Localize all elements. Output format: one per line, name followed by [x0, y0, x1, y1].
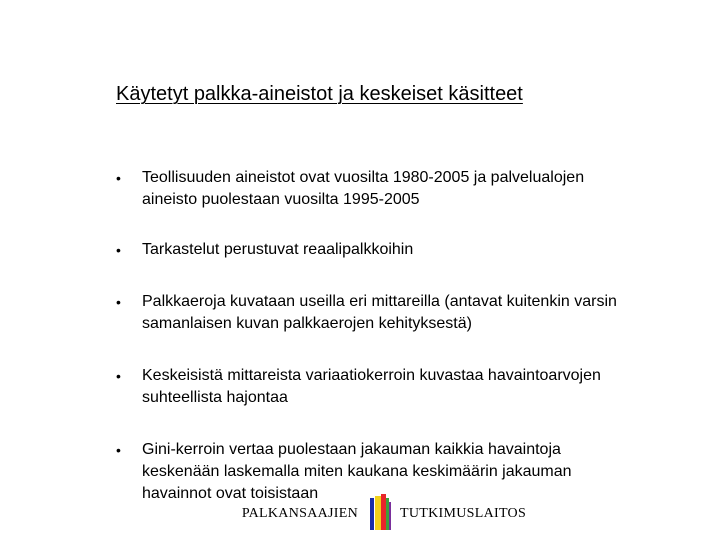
bullet-text: Teollisuuden aineistot ovat vuosilta 1980-2005 ja palvelualojen aineisto puolestaan vuosilta 1995-2005 [142, 169, 585, 208]
bullet-glyph: • [116, 294, 121, 310]
footer-organization-right: TUTKIMUSLAITOS [400, 506, 527, 521]
bullet-glyph: • [116, 242, 121, 258]
bullet-text: Tarkastelut perustuvat reaalipalkkoihin [142, 241, 414, 258]
footer-organization-left: PALKANSAAJIEN [241, 506, 358, 521]
bullet-text: Palkkaeroja kuvataan useilla eri mittareilla (antavat kuitenkin varsin samanlaisen kuvan palkkaerojen kehityksestä) [142, 293, 617, 332]
bullet-glyph: • [116, 368, 121, 384]
bullet-glyph: • [116, 442, 121, 458]
footer [0, 492, 720, 532]
bullet-glyph: • [116, 170, 121, 186]
bullet-text: Gini-kerroin vertaa puolestaan jakauman kaikkia havaintoja keskenään laskemalla miten kaukana keskimäärin jakauman havainnot ovat toisistaan [142, 441, 572, 502]
slide-title: Käytetyt palkka-aineistot ja keskeiset käsitteet [116, 83, 523, 105]
palkansaajien-tutkimuslaitos-logo-icon [366, 492, 394, 532]
bullet-text: Keskeisistä mittareista variaatiokerroin kuvastaa havaintoarvojen suhteellista hajontaa [142, 367, 601, 406]
